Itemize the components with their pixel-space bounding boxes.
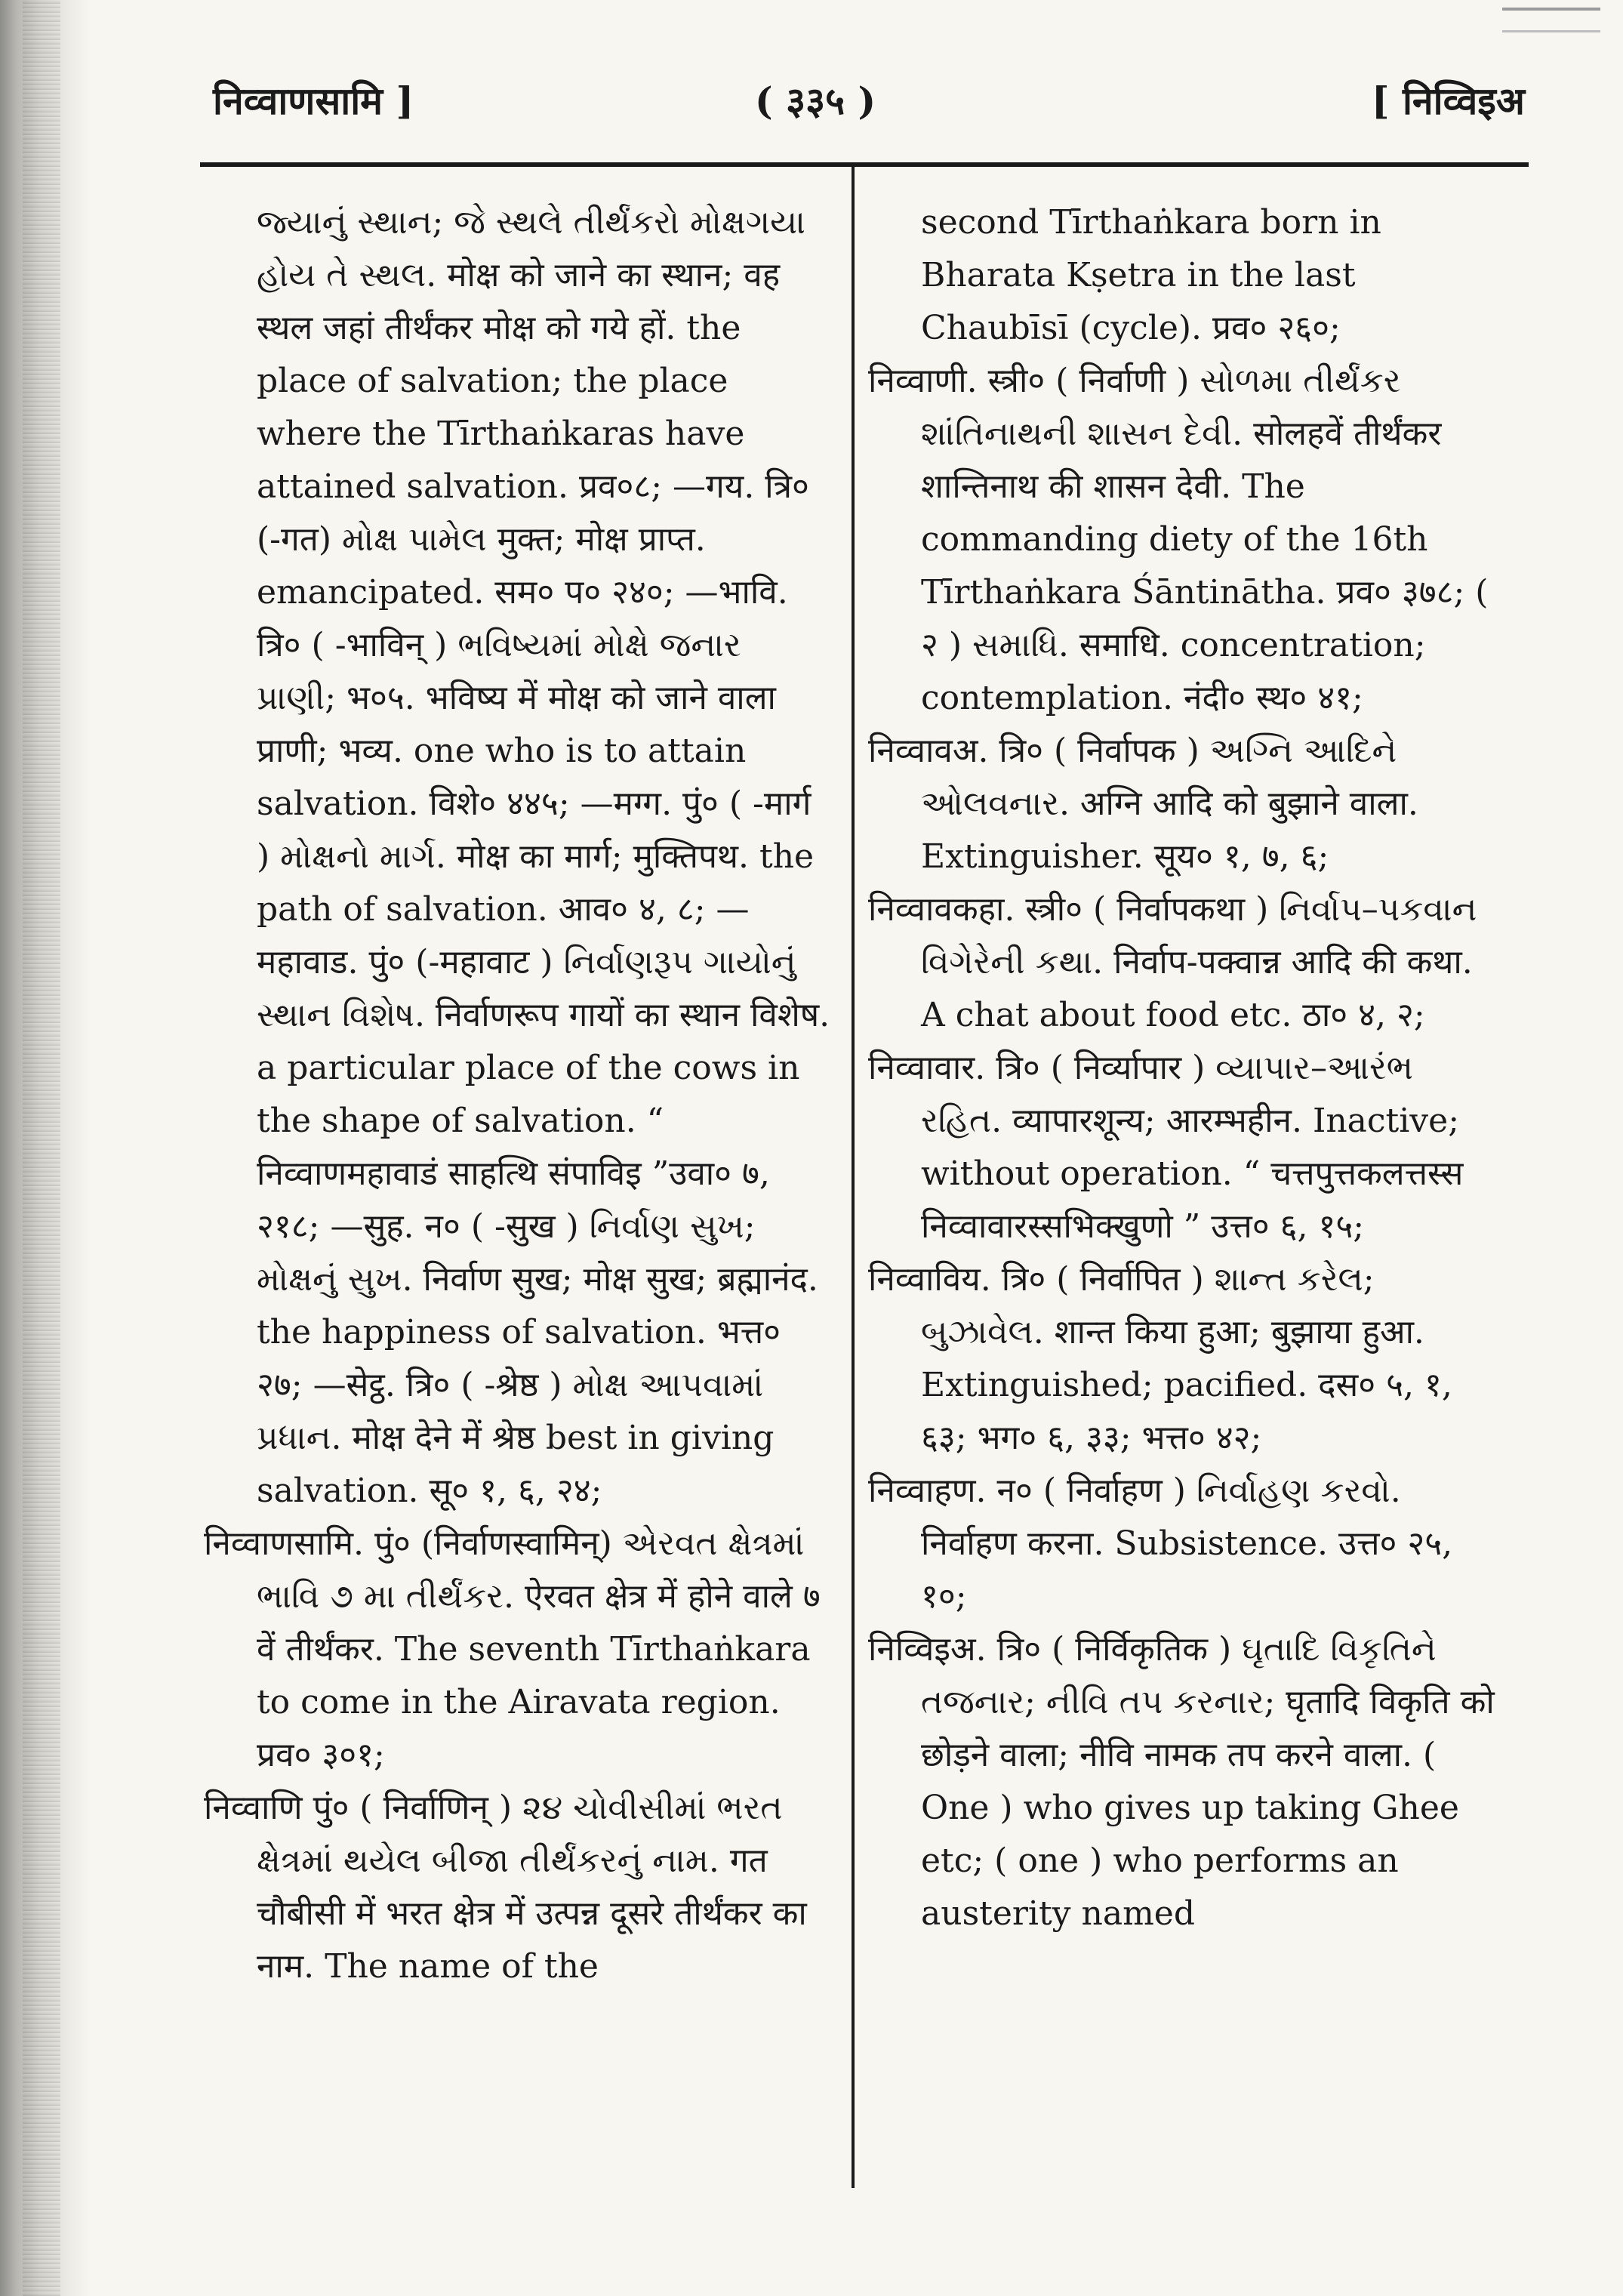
- dictionary-entry: निव्वाविय. त्रि० ( निर्वापित ) શાન્ત કરેલ; બુઝાવેલ. शान्त किया हुआ; बुझाया हुआ. Extinguished; pacified. दस० ५, १, ६३; भग० ६, ३३; भत्त० ४२;: [868, 1260, 1452, 1457]
- dictionary-entry: निव्वावअ. त्रि० ( निर्वापक ) અગ્નિ આદિને ઓલવનાર. अग्नि आदि को बुझाने वाला. Extinguisher. सूय० १, ७, ६;: [868, 732, 1418, 876]
- dictionary-entry: निव्वावार. त्रि० ( निर्व्यापार ) વ્યાપાર–આરંભ રહિત. व्यापारशून्य; आरम्भहीन. Inactive; without operation. “ चत्तपुत्तकलत्तस्स निव्वावारस्सभिक्खुणो ” उत्त० ६, १५;: [868, 1049, 1464, 1246]
- dictionary-entry: निव्वाणि पुं० ( निर्वाणिन् ) ૨૪ ચોવીસીમાં ભરત ક્ષેત્રમાં થયેલ બીજા તીર્થંકરનું નામ. गत चौबीसी में भरत क्षेत्र में उत्पन्न दूसरे तीर्थंकर का नाम. The name of the: [204, 1789, 807, 1986]
- dictionary-entry: निव्वाहण. न० ( निर्वाहण ) નિર્વાહણ કરવો. निर्वाहण करना. Subsistence. उत्त० २५, १०;: [868, 1472, 1453, 1616]
- dictionary-entry: જ્યાનું સ્થાન; જે સ્થલે તીર્થંકરો મોક્ષગયા હોય તે સ્થલ. मोक्ष को जाने का स्थान; वह स्थल जहां तीर्थंकर मोक्ष को गये हों. the place of salvation; the place where the Tīrthaṅkaras have attained salvation. प्रव०८; —गय. त्रि० (-गत) મોક્ષ પામેલ मुक्त; मोक्ष प्राप्त. emancipated. सम० प० २४०; —भावि. त्रि० ( -भाविन् ) ભવિષ્યમાં મોક્ષે જનાર પ્રાણી; भ०५. भविष्य में मोक्ष को जाने वाला प्राणी; भव्य. one who is to attain salvation. विशे० ४४५; —मग्ग. पुं० ( -मार्ग ) મોક્ષનો માર્ગ. मोक्ष का मार्ग; मुक्तिपथ. the path of salvation. आव० ४, ८; —महावाड. पुं० (-महावाट ) નિર્વાણરૂપ ગાયોનું સ્થાન વિશેષ. निर्वाणरूप गायों का स्थान विशेष. a particular place of the cows in the shape of salvation. “ निव्वाणमहावाडं साहत्थि संपाविइ ”उवा० ७, २१८; —सुह. न० ( -सुख ) નિર્વાણ સુખ; મોક્ષનું સુખ. निर्वाण सुख; मोक्ष सुख; ब्रह्मानंद. the happiness of salvation. भत्त० २७; —सेट्ठ. त्रि० ( -श्रेष्ठ ) મોક્ષ આપવામાં પ્રધાન. मोक्ष देने में श्रेष्ठ best in giving salvation. सू० १, ६, २४;: [257, 203, 830, 1510]
- dictionary-entry: निव्विइअ. त्रि० ( निर्विकृतिक ) ઘૃતાદિ વિકૃતિને તજનાર; નીવિ તપ કરનાર; घृतादि विकृति को छोड़ने वाला; नीवि नामक तप करने वाला. ( One ) who gives up taking Ghee etc; ( one ) who performs an austerity named: [868, 1630, 1495, 1933]
- column-divider: [852, 165, 855, 2188]
- page-number: ( ३३५ ): [755, 79, 876, 123]
- header-rule: [200, 162, 1529, 167]
- dictionary-entry: निव्वाणसामि. पुं० (निर्वाणस्वामिन्) એરવત ક્ષેત્રમાં ભાવિ ૭ મા તીર્થંકર. ऐरवत क्षेत्र में होने वाले ७ वें तीर्थंकर. The seventh Tīrthaṅkara to come in the Airavata region. प्रव० ३०१;: [204, 1524, 821, 1774]
- dictionary-entry: second Tīrthaṅkara born in Bharata Kṣetra in the last Chaubīsī (cycle). प्रव० २६०;: [921, 203, 1381, 347]
- spine-texture: [23, 0, 60, 2296]
- header-left-guideword: निव्वाणसामि ]: [213, 79, 414, 123]
- right-column: [868, 196, 1495, 1940]
- corner-mark: [1502, 8, 1600, 11]
- dictionary-entry: निव्वावकहा. स्त्री० ( निर्वापकथा ) નિર્વાપ–પકવાન વિગેરેની કથા. निर्वाप-पक्वान्न आदि की कथा. A chat about food etc. ठा० ४, २;: [868, 890, 1477, 1034]
- dictionary-entry: निव्वाणी. स्त्री० ( निर्वाणी ) સોળમા તીર્થંકર શાંતિનાથની શાસન દેવી. सोलहवें तीर्थंकर शान्तिनाथ की शासन देवी. The commanding diety of the 16th Tīrthaṅkara Śāntinātha. प्रव० ३७८; ( २ ) સમાધિ. समाधि. concentration; contemplation. नंदी० स्थ० ४१;: [868, 362, 1489, 717]
- header-right-guideword: [ निव्विइअ: [1371, 79, 1525, 123]
- corner-mark-2: [1502, 30, 1600, 32]
- page-header: [204, 68, 1525, 128]
- left-column: [204, 196, 830, 1993]
